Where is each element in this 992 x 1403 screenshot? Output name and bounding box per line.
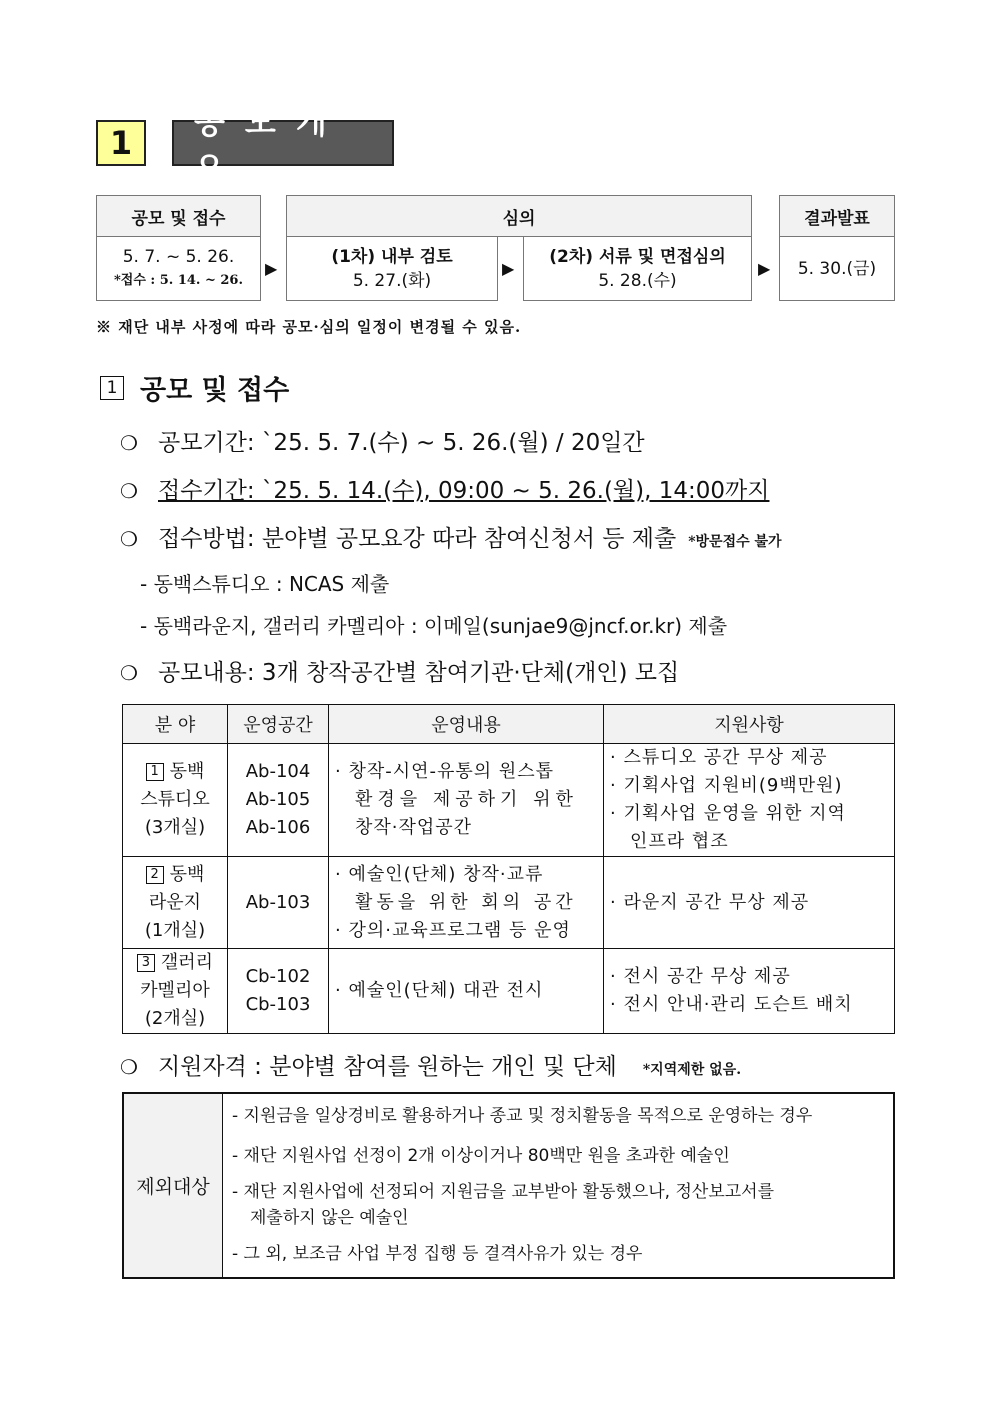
exclusion-label: 제외대상 (124, 1094, 223, 1277)
timeline-step3-head: 결과발표 (779, 195, 895, 237)
table-header: 운영내용 (329, 705, 604, 744)
second-review-date: 5. 28.(수) (598, 270, 677, 291)
space-code: Ab-103 (245, 891, 311, 913)
field-count: (2개실) (144, 1008, 206, 1029)
support-line: · 스튜디오 공간 무상 제공 (610, 747, 828, 768)
content-line: · 예술인(단체) 대관 전시 (335, 980, 544, 1001)
method-note: *방문접수 불가 (688, 534, 782, 550)
table-row (123, 949, 895, 1034)
schedule-note: ※ 재단 내부 사정에 따라 공모·심의 일정이 변경될 수 있음. (96, 318, 522, 336)
first-review-date: 5. 27.(화) (352, 270, 432, 291)
support-line: · 라운지 공간 무상 제공 (610, 891, 810, 913)
support-cell (604, 857, 895, 949)
timeline-step3-cell (779, 236, 895, 301)
arrow-icon: ▶ (758, 259, 771, 278)
field-cell (123, 949, 228, 1034)
timeline-step2-head: 심의 (286, 195, 752, 237)
list-item-period (120, 424, 645, 457)
field-name: 동백 (169, 863, 205, 885)
space-code: Ab-105 (245, 789, 311, 810)
content-cell (329, 949, 604, 1034)
result-date: 5. 30.(금) (797, 258, 877, 279)
content-cell (329, 744, 604, 857)
method-sub-studio: - 동백스튜디오 : NCAS 제출 (140, 572, 390, 596)
space-cell (228, 949, 329, 1034)
method-text: 접수방법: 분야별 공모요강 따라 참여신청서 등 제출 (158, 526, 677, 552)
content-cell (329, 857, 604, 949)
list-item-method (120, 520, 782, 553)
field-cell (123, 744, 228, 857)
section-title-text: 공모 및 접수 (140, 375, 290, 406)
circle-bullet-icon: ❍ (120, 1055, 138, 1079)
section-title (100, 368, 289, 407)
list-item-eligibility (120, 1048, 741, 1081)
table-header-row (123, 705, 895, 744)
exclusion-item: - 재단 지원사업에 선정되어 지원금을 교부받아 활동했으나, 정산보고서를 (232, 1182, 775, 1202)
circle-bullet-icon: ❍ (120, 431, 138, 455)
space-code: Ab-104 (245, 761, 311, 782)
timeline-step2-second (523, 236, 752, 301)
circle-bullet-icon: ❍ (120, 527, 138, 551)
content-line: 창작·작업공간 (355, 817, 473, 838)
eligibility-note: *지역제한 없음. (642, 1062, 742, 1078)
timeline-step1-head: 공모 및 접수 (96, 195, 261, 237)
section-number-badge: 1 (96, 120, 146, 166)
field-name: 갤러리 (160, 952, 214, 973)
support-line: · 전시 공간 무상 제공 (610, 966, 791, 987)
support-cell (604, 744, 895, 857)
field-name: 동백 (169, 761, 205, 782)
table-header: 분 야 (123, 705, 228, 744)
page-title: 공모개요 (172, 120, 394, 166)
field-name: 스튜디오 (140, 789, 210, 810)
section-number-box: 1 (100, 376, 124, 400)
number-box: 1 (146, 763, 164, 781)
exclusion-item: - 지원금을 일상경비로 활용하거나 종교 및 정치활동을 목적으로 운영하는 경우 (232, 1106, 813, 1126)
support-line: · 기획사업 지원비(9백만원) (610, 775, 843, 796)
table-row (123, 857, 895, 949)
table-row (123, 744, 895, 857)
space-table (122, 704, 895, 1034)
arrow-icon: ▶ (265, 259, 278, 278)
exclusion-item: - 재단 지원사업 선정이 2개 이상이거나 80백만 원을 초과한 예술인 (232, 1146, 730, 1166)
table-header: 운영공간 (228, 705, 329, 744)
timeline-step2-first (286, 236, 498, 301)
field-name: 카멜리아 (140, 980, 210, 1001)
support-line: 인프라 협조 (630, 831, 729, 852)
period-text: 공모기간: `25. 5. 7.(수) ~ 5. 26.(월) / 20일간 (158, 430, 645, 456)
circle-bullet-icon: ❍ (120, 661, 138, 685)
list-item-reception (120, 472, 769, 505)
number-box: 2 (146, 866, 164, 884)
circle-bullet-icon: ❍ (120, 479, 138, 503)
first-review-title: (1차) 내부 검토 (331, 246, 453, 267)
field-name: 라운지 (148, 891, 202, 913)
eligibility-text: 지원자격 : 분야별 참여를 원하는 개인 및 단체 (158, 1054, 617, 1080)
content-line: · 예술인(단체) 창작·교류 (335, 863, 544, 885)
exclusion-box (122, 1092, 895, 1279)
support-line: · 전시 안내·관리 도슨트 배치 (610, 994, 853, 1015)
exclusion-item: 제출하지 않은 예술인 (250, 1208, 409, 1228)
space-code: Cb-102 (245, 966, 311, 987)
content-line: 환경을 제공하기 위한 (355, 789, 578, 810)
method-sub-email: - 동백라운지, 갤러리 카멜리아 : 이메일(sunjae9@jncf.or.kr) 제출 (140, 614, 728, 638)
field-count: (1개실) (144, 919, 206, 941)
support-cell (604, 949, 895, 1034)
exclusion-item: - 그 외, 보조금 사업 부정 집행 등 결격사유가 있는 경우 (232, 1244, 643, 1264)
content-line: 활동을 위한 회의 공간 (355, 891, 577, 913)
support-line: · 기획사업 운영을 위한 지역 (610, 803, 846, 824)
space-code: Cb-103 (245, 994, 311, 1015)
space-code: Ab-106 (245, 817, 311, 838)
timeline-step1-dates: 5. 7. ~ 5. 26. (122, 246, 235, 267)
content-line: · 강의·교육프로그램 등 운영 (335, 919, 571, 941)
field-cell (123, 857, 228, 949)
arrow-icon: ▶ (502, 259, 515, 278)
second-review-title: (2차) 서류 및 면접심의 (549, 246, 726, 267)
timeline-step1-cell (96, 236, 261, 301)
timeline-step1-reception: *접수 : 5. 14. ~ 26. (113, 272, 244, 288)
content-text: 공모내용: 3개 창작공간별 참여기관·단체(개인) 모집 (158, 660, 680, 686)
number-box: 3 (137, 954, 155, 972)
space-cell (228, 857, 329, 949)
content-line: · 창작-시연-유통의 원스톱 (335, 761, 555, 782)
field-count: (3개실) (144, 817, 206, 838)
table-header: 지원사항 (604, 705, 895, 744)
list-item-content (120, 654, 679, 687)
reception-text: 접수기간: `25. 5. 14.(수), 09:00 ~ 5. 26.(월), 14:00까지 (158, 478, 770, 504)
space-cell (228, 744, 329, 857)
